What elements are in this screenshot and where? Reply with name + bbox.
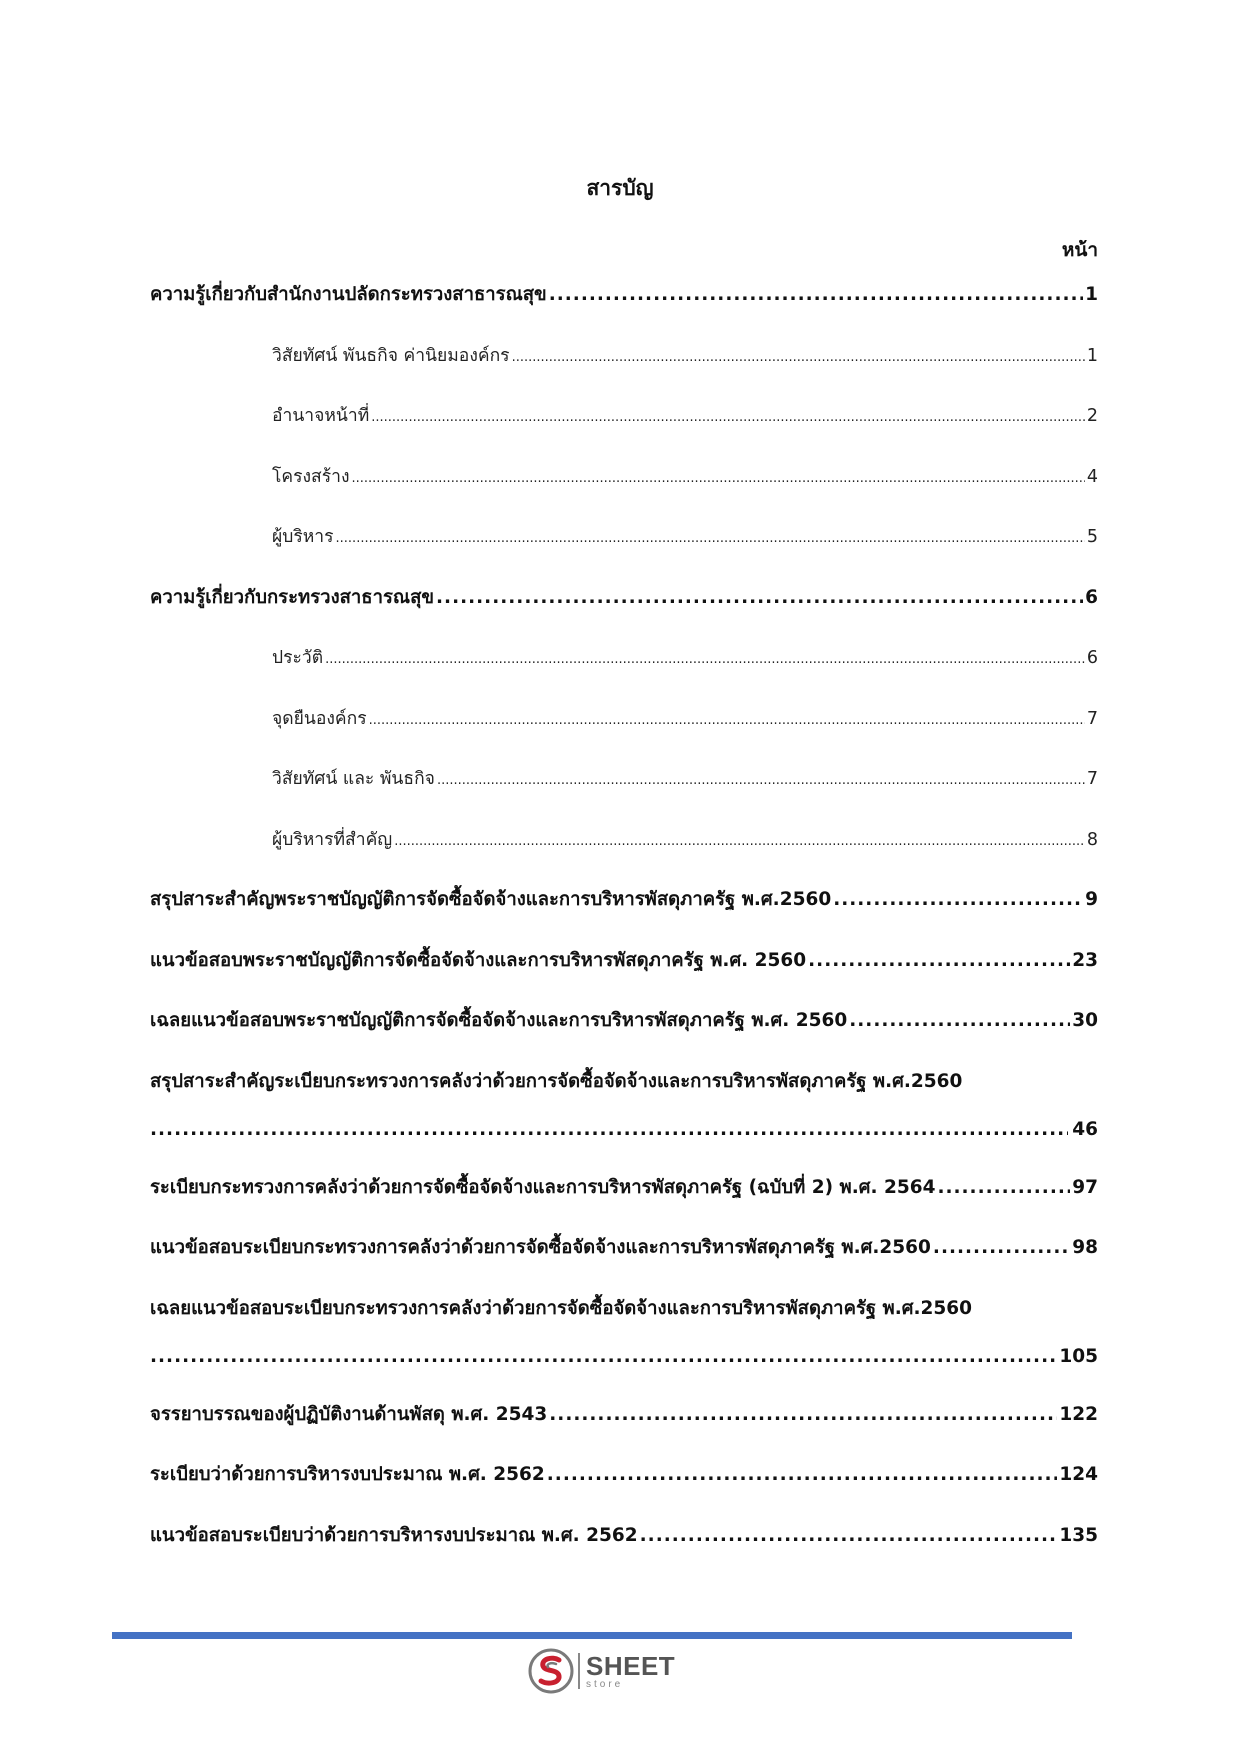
toc-entry-page: 135 xyxy=(1059,1524,1098,1546)
toc-subentry xyxy=(150,462,1098,523)
toc-entry-label: ประวัติ xyxy=(272,648,324,668)
toc-entry-label: ระเบียบว่าด้วยการบริหารงบประมาณ พ.ศ. 2562 xyxy=(150,1464,545,1485)
toc-leader-dots xyxy=(849,1010,1070,1031)
toc-subentry xyxy=(150,764,1098,825)
toc-entry-page: 2 xyxy=(1086,406,1098,426)
toc-entry-page: 5 xyxy=(1086,527,1098,547)
toc-leader-dots xyxy=(150,1119,1068,1140)
toc-entry-page: 124 xyxy=(1059,1464,1098,1485)
toc-entry-page: 9 xyxy=(1085,889,1098,910)
toc-entry xyxy=(150,1173,1098,1234)
toc-leader-dots xyxy=(325,648,1085,668)
logo-brand: SHEET xyxy=(586,1650,676,1681)
toc-leader-dots xyxy=(933,1237,1070,1258)
toc-leader-dots xyxy=(150,1346,1055,1367)
toc-subentry xyxy=(150,825,1098,886)
toc-entry-page: 7 xyxy=(1086,708,1098,729)
toc-entry xyxy=(150,946,1098,1007)
toc-subentry xyxy=(150,704,1098,765)
toc-entry-label: เฉลยแนวข้อสอบระเบียบกระทรวงการคลังว่าด้วยการจัดซื้อจัดจ้างและการบริหารพัสดุภาครัฐ พ.ศ.2560 xyxy=(150,1297,973,1319)
toc-entry-page: 122 xyxy=(1059,1403,1098,1425)
toc-entry xyxy=(150,1233,1098,1294)
toc-entry-page: 6 xyxy=(1086,648,1098,668)
toc-entry xyxy=(150,1067,1098,1173)
toc-leader-dots xyxy=(371,406,1085,426)
toc-entry-page: 1 xyxy=(1086,345,1098,366)
sheet-store-logo-icon xyxy=(528,1648,574,1694)
toc-entry-page: 6 xyxy=(1085,586,1098,608)
toc-entry-page: 23 xyxy=(1072,949,1098,971)
toc-entry-page: 8 xyxy=(1086,829,1098,850)
toc-title: สารบัญ xyxy=(586,176,654,200)
toc-leader-dots xyxy=(336,527,1085,547)
toc-leader-dots xyxy=(436,587,1083,608)
sheet-store-logo xyxy=(528,1648,675,1694)
toc-entry-label: เฉลยแนวข้อสอบพระราชบัญญัติการจัดซื้อจัดจ้างและการบริหารพัสดุภาครัฐ พ.ศ. 2560 xyxy=(150,1010,848,1031)
logo-separator xyxy=(578,1653,580,1689)
toc-leader-dots xyxy=(937,1177,1070,1198)
toc-entry-label: แนวข้อสอบระเบียบว่าด้วยการบริหารงบประมาณ พ.ศ. 2562 xyxy=(150,1524,638,1546)
toc-leader-dots xyxy=(394,830,1085,850)
toc-entry xyxy=(150,1521,1098,1582)
toc-entry-label: จุดยืนองค์กร xyxy=(272,708,367,729)
toc-entry-label: วิสัยทัศน์ และ พันธกิจ xyxy=(272,769,435,789)
toc-entry-label: แนวข้อสอบระเบียบกระทรวงการคลังว่าด้วยการจัดซื้อจัดจ้างและการบริหารพัสดุภาครัฐ พ.ศ.2560 xyxy=(150,1237,931,1258)
toc-leader-dots xyxy=(352,467,1085,487)
toc-entry xyxy=(150,1006,1098,1067)
toc-leader-dots xyxy=(369,709,1085,729)
logo-text xyxy=(586,1650,676,1690)
toc-leader-dots xyxy=(549,1404,1057,1425)
toc-leader-dots xyxy=(640,1525,1058,1546)
toc-entry-label: ผู้บริหารที่สำคัญ xyxy=(272,829,393,850)
toc-entry-label: ความรู้เกี่ยวกับสำนักงานปลัดกระทรวงสาธารณสุข xyxy=(150,284,547,305)
toc-entry-label: แนวข้อสอบพระราชบัญญัติการจัดซื้อจัดจ้างและการบริหารพัสดุภาครัฐ พ.ศ. 2560 xyxy=(150,949,807,971)
toc-entry-label: วิสัยทัศน์ พันธกิจ ค่านิยมองค์กร xyxy=(272,345,510,366)
toc-leader-dots xyxy=(833,889,1083,910)
toc-entry-page: 105 xyxy=(1059,1345,1098,1367)
footer-divider xyxy=(112,1632,1072,1639)
toc-entry-label: จรรยาบรรณของผู้ปฏิบัติงานด้านพัสดุ พ.ศ. 2543 xyxy=(150,1403,548,1425)
toc-leader-dots xyxy=(547,1464,1058,1485)
toc-entry xyxy=(150,583,1098,644)
toc-entry-label: ความรู้เกี่ยวกับกระทรวงสาธารณสุข xyxy=(150,586,435,608)
toc-entry xyxy=(150,280,1098,341)
toc-leader-dots xyxy=(549,284,1083,305)
table-of-contents xyxy=(150,280,1098,1581)
logo-brand-sub: store xyxy=(586,1678,624,1690)
toc-entry-page: 97 xyxy=(1072,1176,1098,1198)
toc-entry-page: 46 xyxy=(1072,1118,1098,1140)
toc-entry-label: ระเบียบกระทรวงการคลังว่าด้วยการจัดซื้อจัดจ้างและการบริหารพัสดุภาครัฐ (ฉบับที่ 2) พ.ศ. 2564 xyxy=(150,1176,936,1198)
toc-entry-label: สรุปสาระสำคัญพระราชบัญญัติการจัดซื้อจัดจ้างและการบริหารพัสดุภาครัฐ พ.ศ.2560 xyxy=(150,889,832,910)
toc-subentry xyxy=(150,341,1098,402)
toc-entry xyxy=(150,885,1098,946)
toc-entry-label: สรุปสาระสำคัญระเบียบกระทรวงการคลังว่าด้วยการจัดซื้อจัดจ้างและการบริหารพัสดุภาครัฐ พ.ศ.2560 xyxy=(150,1070,963,1092)
toc-entry-page: 4 xyxy=(1086,466,1098,487)
toc-entry-label: โครงสร้าง xyxy=(272,466,350,487)
toc-entry-page: 98 xyxy=(1072,1237,1098,1258)
toc-entry-page: 1 xyxy=(1085,284,1098,305)
toc-leader-dots xyxy=(808,950,1070,971)
toc-leader-dots xyxy=(437,769,1085,789)
toc-entry xyxy=(150,1294,1098,1400)
toc-entry-label: ผู้บริหาร xyxy=(272,527,334,547)
toc-subentry xyxy=(150,643,1098,704)
toc-leader-dots xyxy=(512,346,1085,366)
toc-entry xyxy=(150,1400,1098,1461)
toc-subentry xyxy=(150,401,1098,462)
toc-entry xyxy=(150,1460,1098,1521)
toc-entry-label: อำนาจหน้าที่ xyxy=(272,406,370,426)
toc-entry-page: 7 xyxy=(1086,769,1098,789)
page-column-label: หน้า xyxy=(1061,239,1098,261)
toc-entry-page: 30 xyxy=(1072,1010,1098,1031)
toc-subentry xyxy=(150,522,1098,583)
